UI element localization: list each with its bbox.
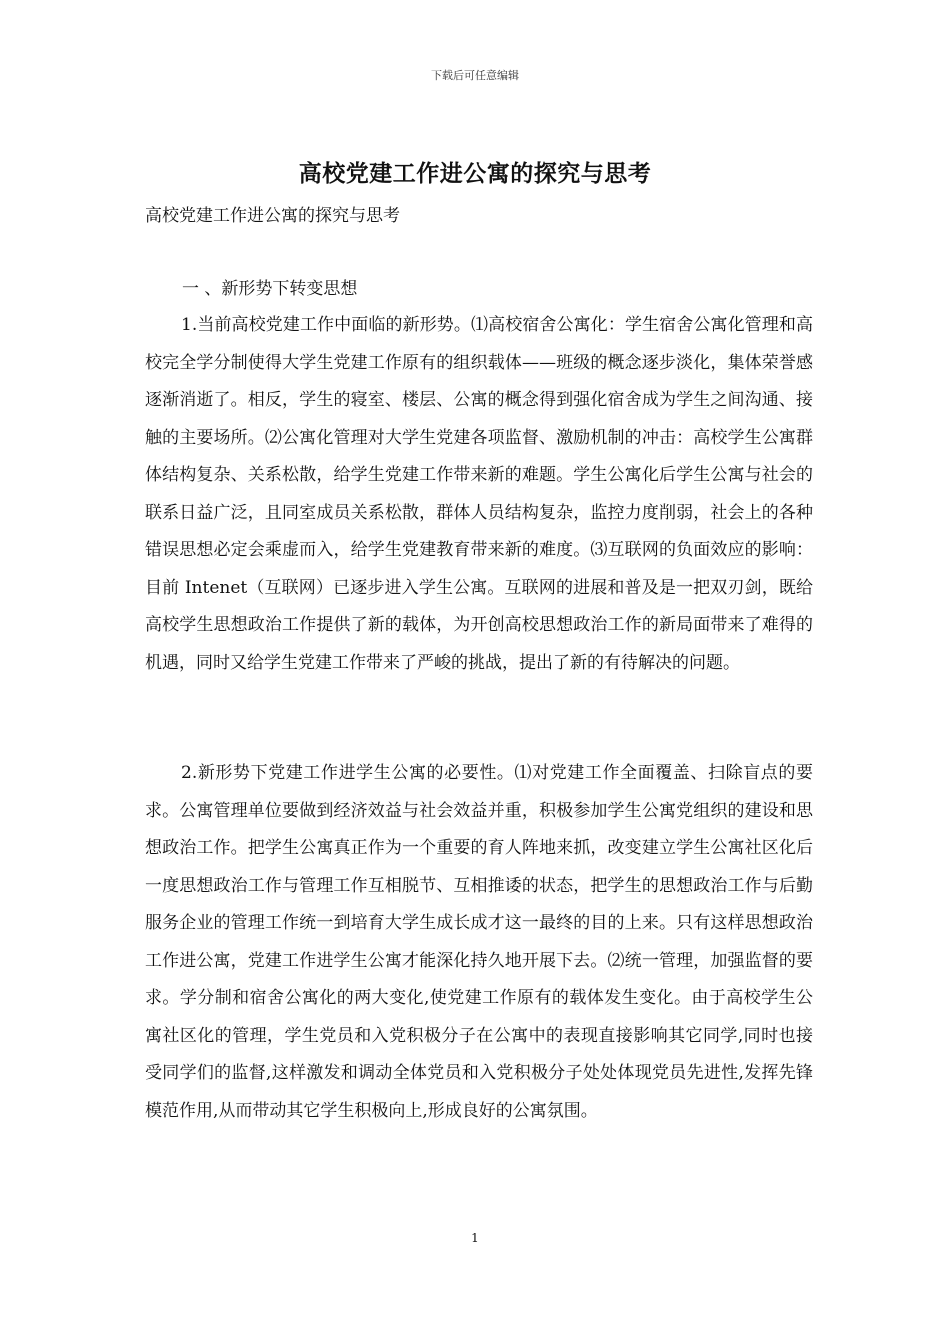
- section-heading: 一 、新形势下转变思想: [182, 279, 358, 299]
- body-paragraph-2: 2.新形势下党建工作进学生公寓的必要性。⑴对党建工作全面覆盖、扫除盲点的要求。公寓管理单位要做到经济效益与社会效益并重，积极参加学生公寓党组织的建设和思想政治工作。把学生公寓真正作为一个重要的育人阵地来抓，改变建立学生公寓社区化后一度思想政治工作与管理工作互相脱节、互相推诿的状态，把学生的思想政治工作与后勤服务企业的管理工作统一到培育大学生成长成才这一最终的目的上来。只有这样思想政治工作进公寓，党建工作进学生公寓才能深化持久地开展下去。⑵统一管理，加强监督的要求。学分制和宿舍公寓化的两大变化,使党建工作原有的载体发生变化。由于高校学生公寓社区化的管理，学生党员和入党积极分子在公寓中的表现直接影响其它同学,同时也接受同学们的监督,这样激发和调动全体党员和入党积极分子处处体现党员先进性,发挥先锋模范作用,从而带动其它学生积极向上,形成良好的公寓氛围。: [145, 763, 813, 1121]
- document-title: 高校党建工作进公寓的探究与思考: [298, 161, 652, 187]
- document-subtitle: 高校党建工作进公寓的探究与思考: [145, 206, 400, 226]
- body-paragraph-1: 1.当前高校党建工作中面临的新形势。⑴高校宿舍公寓化：学生宿舍公寓化管理和高校完全学分制使得大学生党建工作原有的组织载体——班级的概念逐步淡化，集体荣誉感逐渐消逝了。相反，学生的寝室、楼层、公寓的概念得到强化宿舍成为学生之间沟通、接触的主要场所。⑵公寓化管理对大学生党建各项监督、激励机制的冲击：高校学生公寓群体结构复杂、关系松散，给学生党建工作带来新的难题。学生公寓化后学生公寓与社会的联系日益广泛，且同室成员关系松散，群体人员结构复杂，监控力度削弱，社会上的各种错误思想必定会乘虚而入，给学生党建教育带来新的难度。⑶互联网的负面效应的影响：目前 Intenet（互联网）已逐步进入学生公寓。互联网的进展和普及是一把双刃剑，既给高校学生思想政治工作提供了新的载体，为开创高校思想政治工作的新局面带来了难得的机遇，同时又给学生党建工作带来了严峻的挑战，提出了新的有待解决的问题。: [145, 315, 813, 673]
- page-number: 1: [471, 1231, 479, 1245]
- header-note: 下载后可任意编辑: [431, 69, 519, 82]
